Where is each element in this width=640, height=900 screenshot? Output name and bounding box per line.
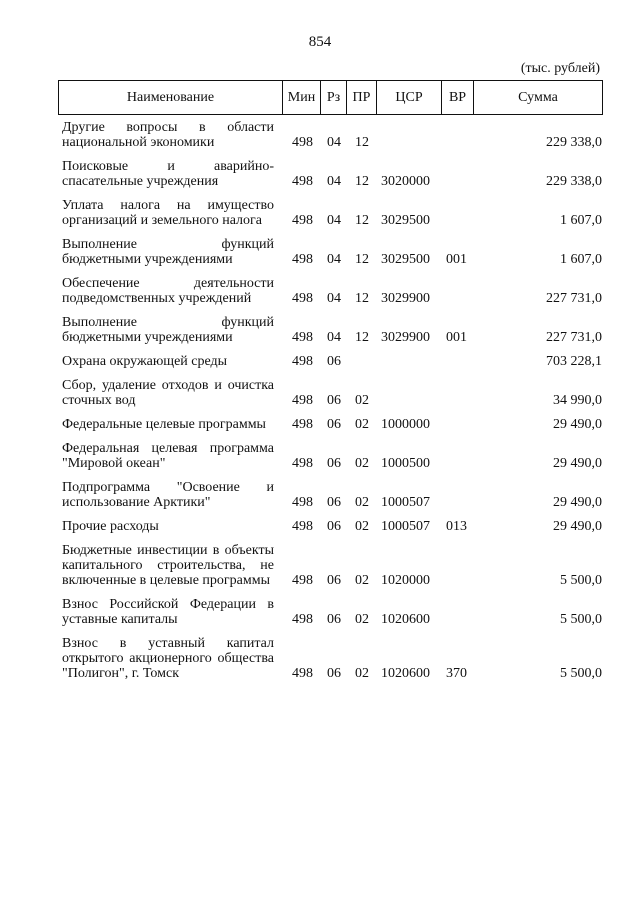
row-pr: 02 [355,393,369,408]
row-min: 498 [292,573,313,588]
row-min: 498 [292,135,313,150]
table-row [62,276,602,306]
table-row [62,417,602,432]
row-min: 498 [292,666,313,681]
table-row [62,543,602,588]
row-rz: 06 [327,573,341,588]
row-name: Федеральные целевые программы [62,417,266,432]
header-rz: Рз [320,81,346,114]
header-name: Наименование [126,89,215,105]
row-min: 498 [292,393,313,408]
row-pr: 12 [355,252,369,267]
row-csr: 3029500 [381,213,430,228]
row-csr: 3020000 [381,174,430,189]
table-row [62,120,602,150]
header-vr: ВР [441,81,473,114]
row-csr: 1020600 [381,666,430,681]
row-rz: 06 [327,417,341,432]
row-sum: 5 500,0 [560,612,602,627]
table-body [62,120,602,690]
row-name: Охрана окружающей среды [62,354,228,369]
row-min: 498 [292,612,313,627]
row-name: Уплата налога на имущество организаций и земельного налога [62,198,274,228]
row-rz: 04 [327,291,341,306]
row-pr: 02 [355,417,369,432]
row-sum: 5 500,0 [560,573,602,588]
page-number: 854 [308,34,332,50]
row-sum: 29 490,0 [553,417,602,432]
row-rz: 06 [327,354,341,369]
row-sum: 5 500,0 [560,666,602,681]
row-csr: 1020600 [381,612,430,627]
table-row [62,378,602,408]
table-row [62,636,602,681]
row-csr: 3029500 [381,252,430,267]
row-pr: 12 [355,330,369,345]
row-sum: 29 490,0 [553,456,602,471]
header-min: Мин [282,81,320,114]
row-sum: 34 990,0 [553,393,602,408]
row-rz: 04 [327,213,341,228]
row-min: 498 [292,519,313,534]
table-header [58,80,603,115]
row-csr: 3029900 [381,291,430,306]
row-name: Подпрограмма "Освоение и использование Арктики" [62,480,274,510]
row-rz: 06 [327,612,341,627]
row-name: Выполнение функций бюджетными учреждениями [62,315,274,345]
row-sum: 229 338,0 [546,174,602,189]
row-min: 498 [292,495,313,510]
row-name: Поисковые и аварийно-спасательные учреждения [62,159,274,189]
row-name: Взнос Российской Федерации в уставные капиталы [62,597,274,627]
row-csr: 1000500 [381,456,430,471]
row-pr: 02 [355,456,369,471]
row-sum: 227 731,0 [546,291,602,306]
header-sum: Сумма [473,81,602,114]
table-row [62,354,602,369]
row-csr: 1000000 [381,417,430,432]
row-sum: 1 607,0 [560,252,602,267]
row-rz: 04 [327,252,341,267]
header-csr: ЦСР [376,81,441,114]
row-pr: 02 [355,573,369,588]
row-min: 498 [292,456,313,471]
row-rz: 06 [327,456,341,471]
row-sum: 29 490,0 [553,519,602,534]
row-rz: 04 [327,135,341,150]
table-row [62,315,602,345]
row-rz: 06 [327,519,341,534]
row-name: Другие вопросы в области национальной экономики [62,120,274,150]
table-row [62,519,602,534]
row-name: Выполнение функций бюджетными учреждениями [62,237,274,267]
row-pr: 12 [355,174,369,189]
row-min: 498 [292,330,313,345]
row-rz: 04 [327,174,341,189]
row-pr: 02 [355,495,369,510]
row-pr: 12 [355,291,369,306]
table-row [62,441,602,471]
row-sum: 29 490,0 [553,495,602,510]
row-pr: 12 [355,135,369,150]
row-sum: 703 228,1 [546,354,602,369]
row-rz: 04 [327,330,341,345]
row-name: Бюджетные инвестиции в объекты капитального строительства, не включенные в целевые программы [62,543,274,588]
row-csr: 3029900 [381,330,430,345]
row-min: 498 [292,213,313,228]
row-csr: 1000507 [381,495,430,510]
row-csr: 1000507 [381,519,430,534]
row-min: 498 [292,354,313,369]
row-name: Взнос в уставный капитал открытого акционерного общества "Полигон", г. Томск [62,636,274,681]
table-row [62,480,602,510]
row-rz: 06 [327,393,341,408]
row-vr: 001 [446,252,467,267]
row-min: 498 [292,417,313,432]
table-row [62,597,602,627]
row-min: 498 [292,291,313,306]
row-rz: 06 [327,666,341,681]
row-pr: 02 [355,519,369,534]
row-vr: 370 [446,666,467,681]
row-sum: 227 731,0 [546,330,602,345]
row-min: 498 [292,252,313,267]
table-row [62,159,602,189]
header-pr: ПР [346,81,376,114]
row-vr: 001 [446,330,467,345]
row-name: Обеспечение деятельности подведомственных учреждений [62,276,274,306]
table-row [62,237,602,267]
row-pr: 12 [355,213,369,228]
row-pr: 02 [355,612,369,627]
units-label: (тыс. рублей) [520,61,600,76]
row-csr: 1020000 [381,573,430,588]
row-name: Прочие расходы [62,519,159,534]
row-sum: 229 338,0 [546,135,602,150]
row-name: Сбор, удаление отходов и очистка сточных вод [62,378,274,408]
row-vr: 013 [446,519,467,534]
row-min: 498 [292,174,313,189]
row-rz: 06 [327,495,341,510]
row-pr: 02 [355,666,369,681]
row-sum: 1 607,0 [560,213,602,228]
table-row [62,198,602,228]
row-name: Федеральная целевая программа "Мировой океан" [62,441,274,471]
